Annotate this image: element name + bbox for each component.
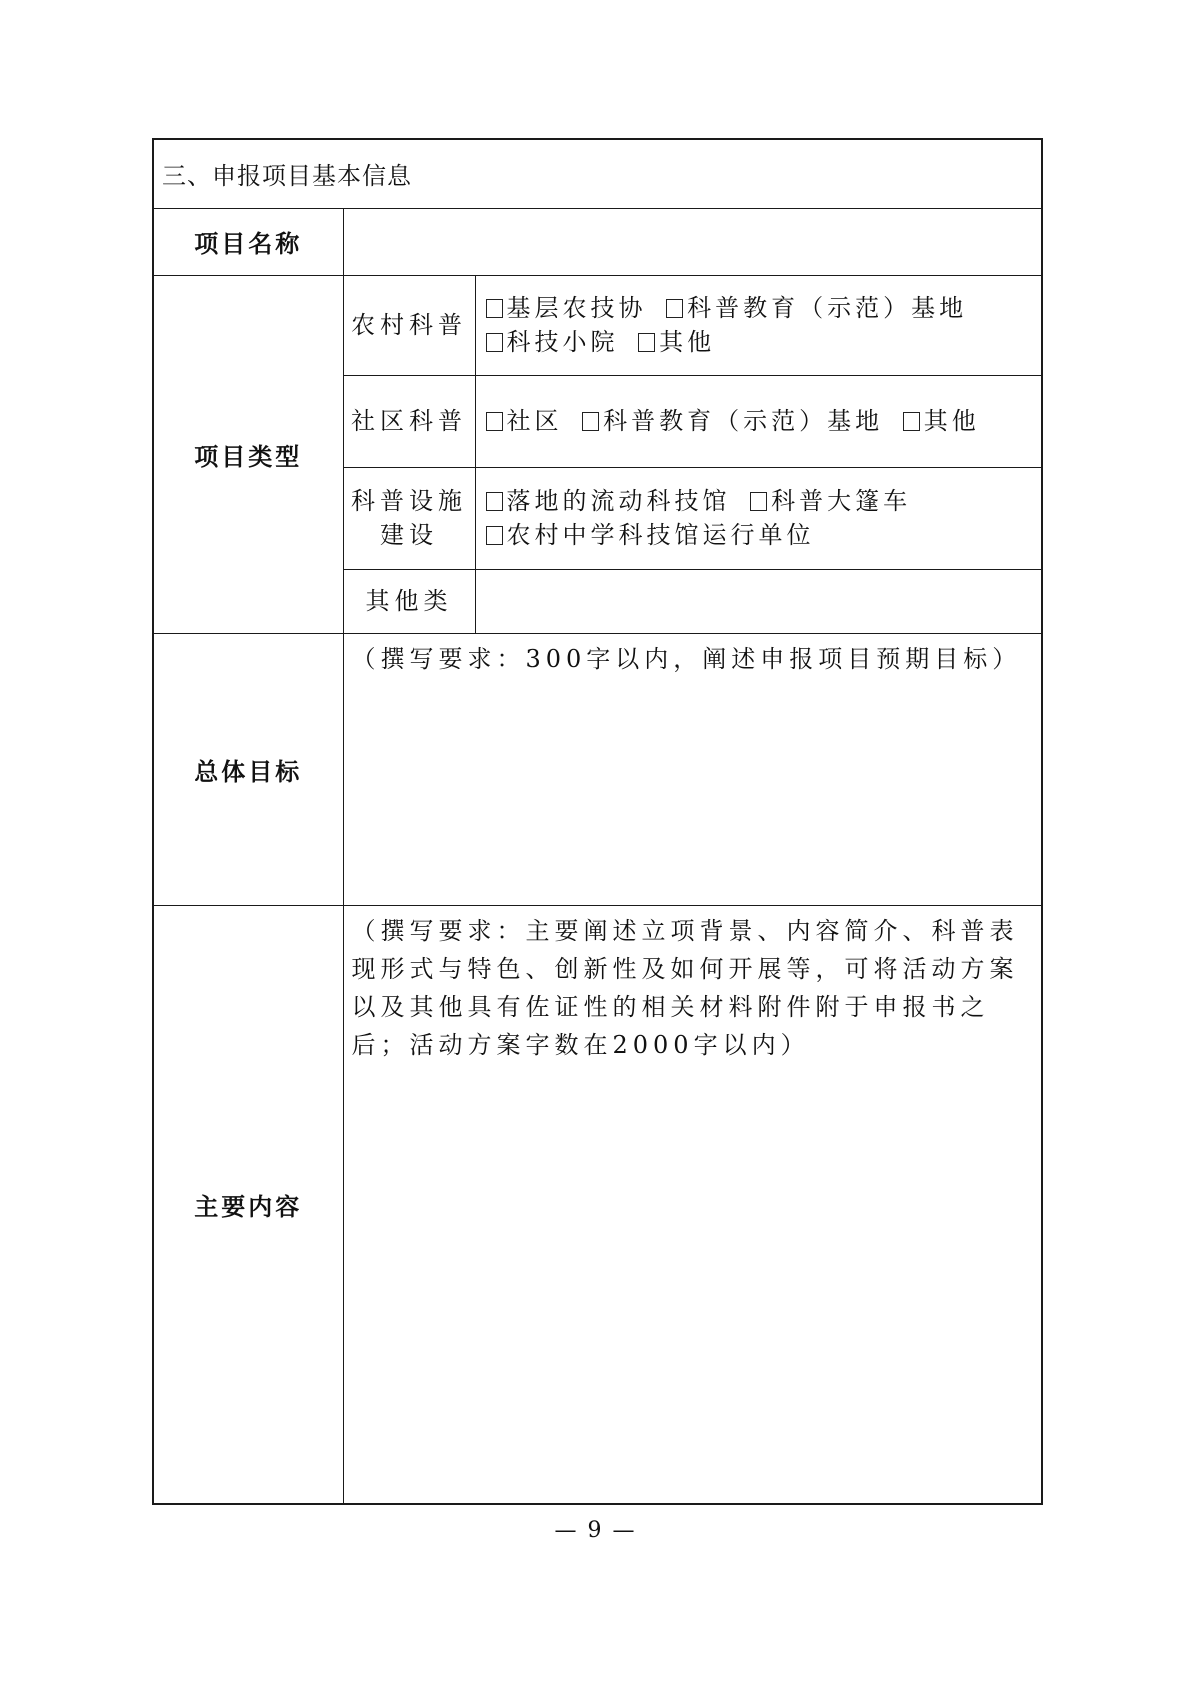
option-label: 社区 xyxy=(506,407,563,435)
option-school-museum[interactable] xyxy=(484,521,815,549)
project-info-form xyxy=(152,138,1043,1505)
option-rural-other[interactable] xyxy=(636,328,715,356)
option-label: 农村中学科技馆运行单位 xyxy=(506,521,815,549)
option-label: 科普教育（示范）基地 xyxy=(687,294,968,322)
checkbox-icon[interactable] xyxy=(486,333,503,352)
section-title: 三、申报项目基本信息 xyxy=(153,139,1042,208)
option-rural-association[interactable] xyxy=(484,294,647,322)
type-options-other[interactable] xyxy=(475,569,1042,633)
option-label: 落地的流动科技馆 xyxy=(506,487,731,515)
option-label: 基层农技协 xyxy=(506,294,647,322)
option-science-caravan[interactable] xyxy=(748,487,911,515)
checkbox-icon[interactable] xyxy=(486,526,503,545)
option-label: 科普教育（示范）基地 xyxy=(603,407,884,435)
checkbox-icon[interactable] xyxy=(486,492,503,511)
option-community-other[interactable] xyxy=(901,407,980,435)
option-label: 其他 xyxy=(659,328,716,356)
checkbox-icon[interactable] xyxy=(666,299,683,318)
type-category-other: 其他类 xyxy=(343,569,475,633)
main-content-instruction: （撰写要求：主要阐述立项背景、内容简介、科普表现形式与特色、创新性及如何开展等，可将活动方案以及其他具有佐证性的相关材料附件附于申报书之后；活动方案字数在2000字以内） xyxy=(351,916,1019,1059)
option-mobile-museum[interactable] xyxy=(484,487,731,515)
option-rural-courtyard[interactable] xyxy=(484,328,619,356)
option-label: 科技小院 xyxy=(506,328,619,356)
overall-goal-label: 总体目标 xyxy=(153,633,343,905)
checkbox-icon[interactable] xyxy=(486,412,503,431)
project-name-field[interactable] xyxy=(343,208,1042,275)
main-content-label: 主要内容 xyxy=(153,905,343,1504)
project-type-label: 项目类型 xyxy=(153,275,343,633)
checkbox-icon[interactable] xyxy=(750,492,767,511)
option-label: 科普大篷车 xyxy=(771,487,912,515)
option-rural-base[interactable] xyxy=(664,294,967,322)
page-number: — 9 — xyxy=(554,1518,637,1543)
overall-goal-field[interactable] xyxy=(343,633,1042,905)
type-options-facilities xyxy=(475,467,1042,569)
type-category-facilities: 科普设施建设 xyxy=(343,467,475,569)
option-community-base[interactable] xyxy=(580,407,883,435)
option-community[interactable] xyxy=(484,407,563,435)
option-label: 其他 xyxy=(923,407,980,435)
checkbox-icon[interactable] xyxy=(638,333,655,352)
type-options-rural xyxy=(475,275,1042,375)
checkbox-icon[interactable] xyxy=(903,412,920,431)
overall-goal-instruction: （撰写要求：300字以内，阐述申报项目预期目标） xyxy=(351,644,1022,673)
checkbox-icon[interactable] xyxy=(582,412,599,431)
type-category-rural: 农村科普 xyxy=(343,275,475,375)
project-name-label: 项目名称 xyxy=(153,208,343,275)
type-category-community: 社区科普 xyxy=(343,375,475,467)
main-content-field[interactable] xyxy=(343,905,1042,1504)
checkbox-icon[interactable] xyxy=(486,299,503,318)
type-options-community xyxy=(475,375,1042,467)
